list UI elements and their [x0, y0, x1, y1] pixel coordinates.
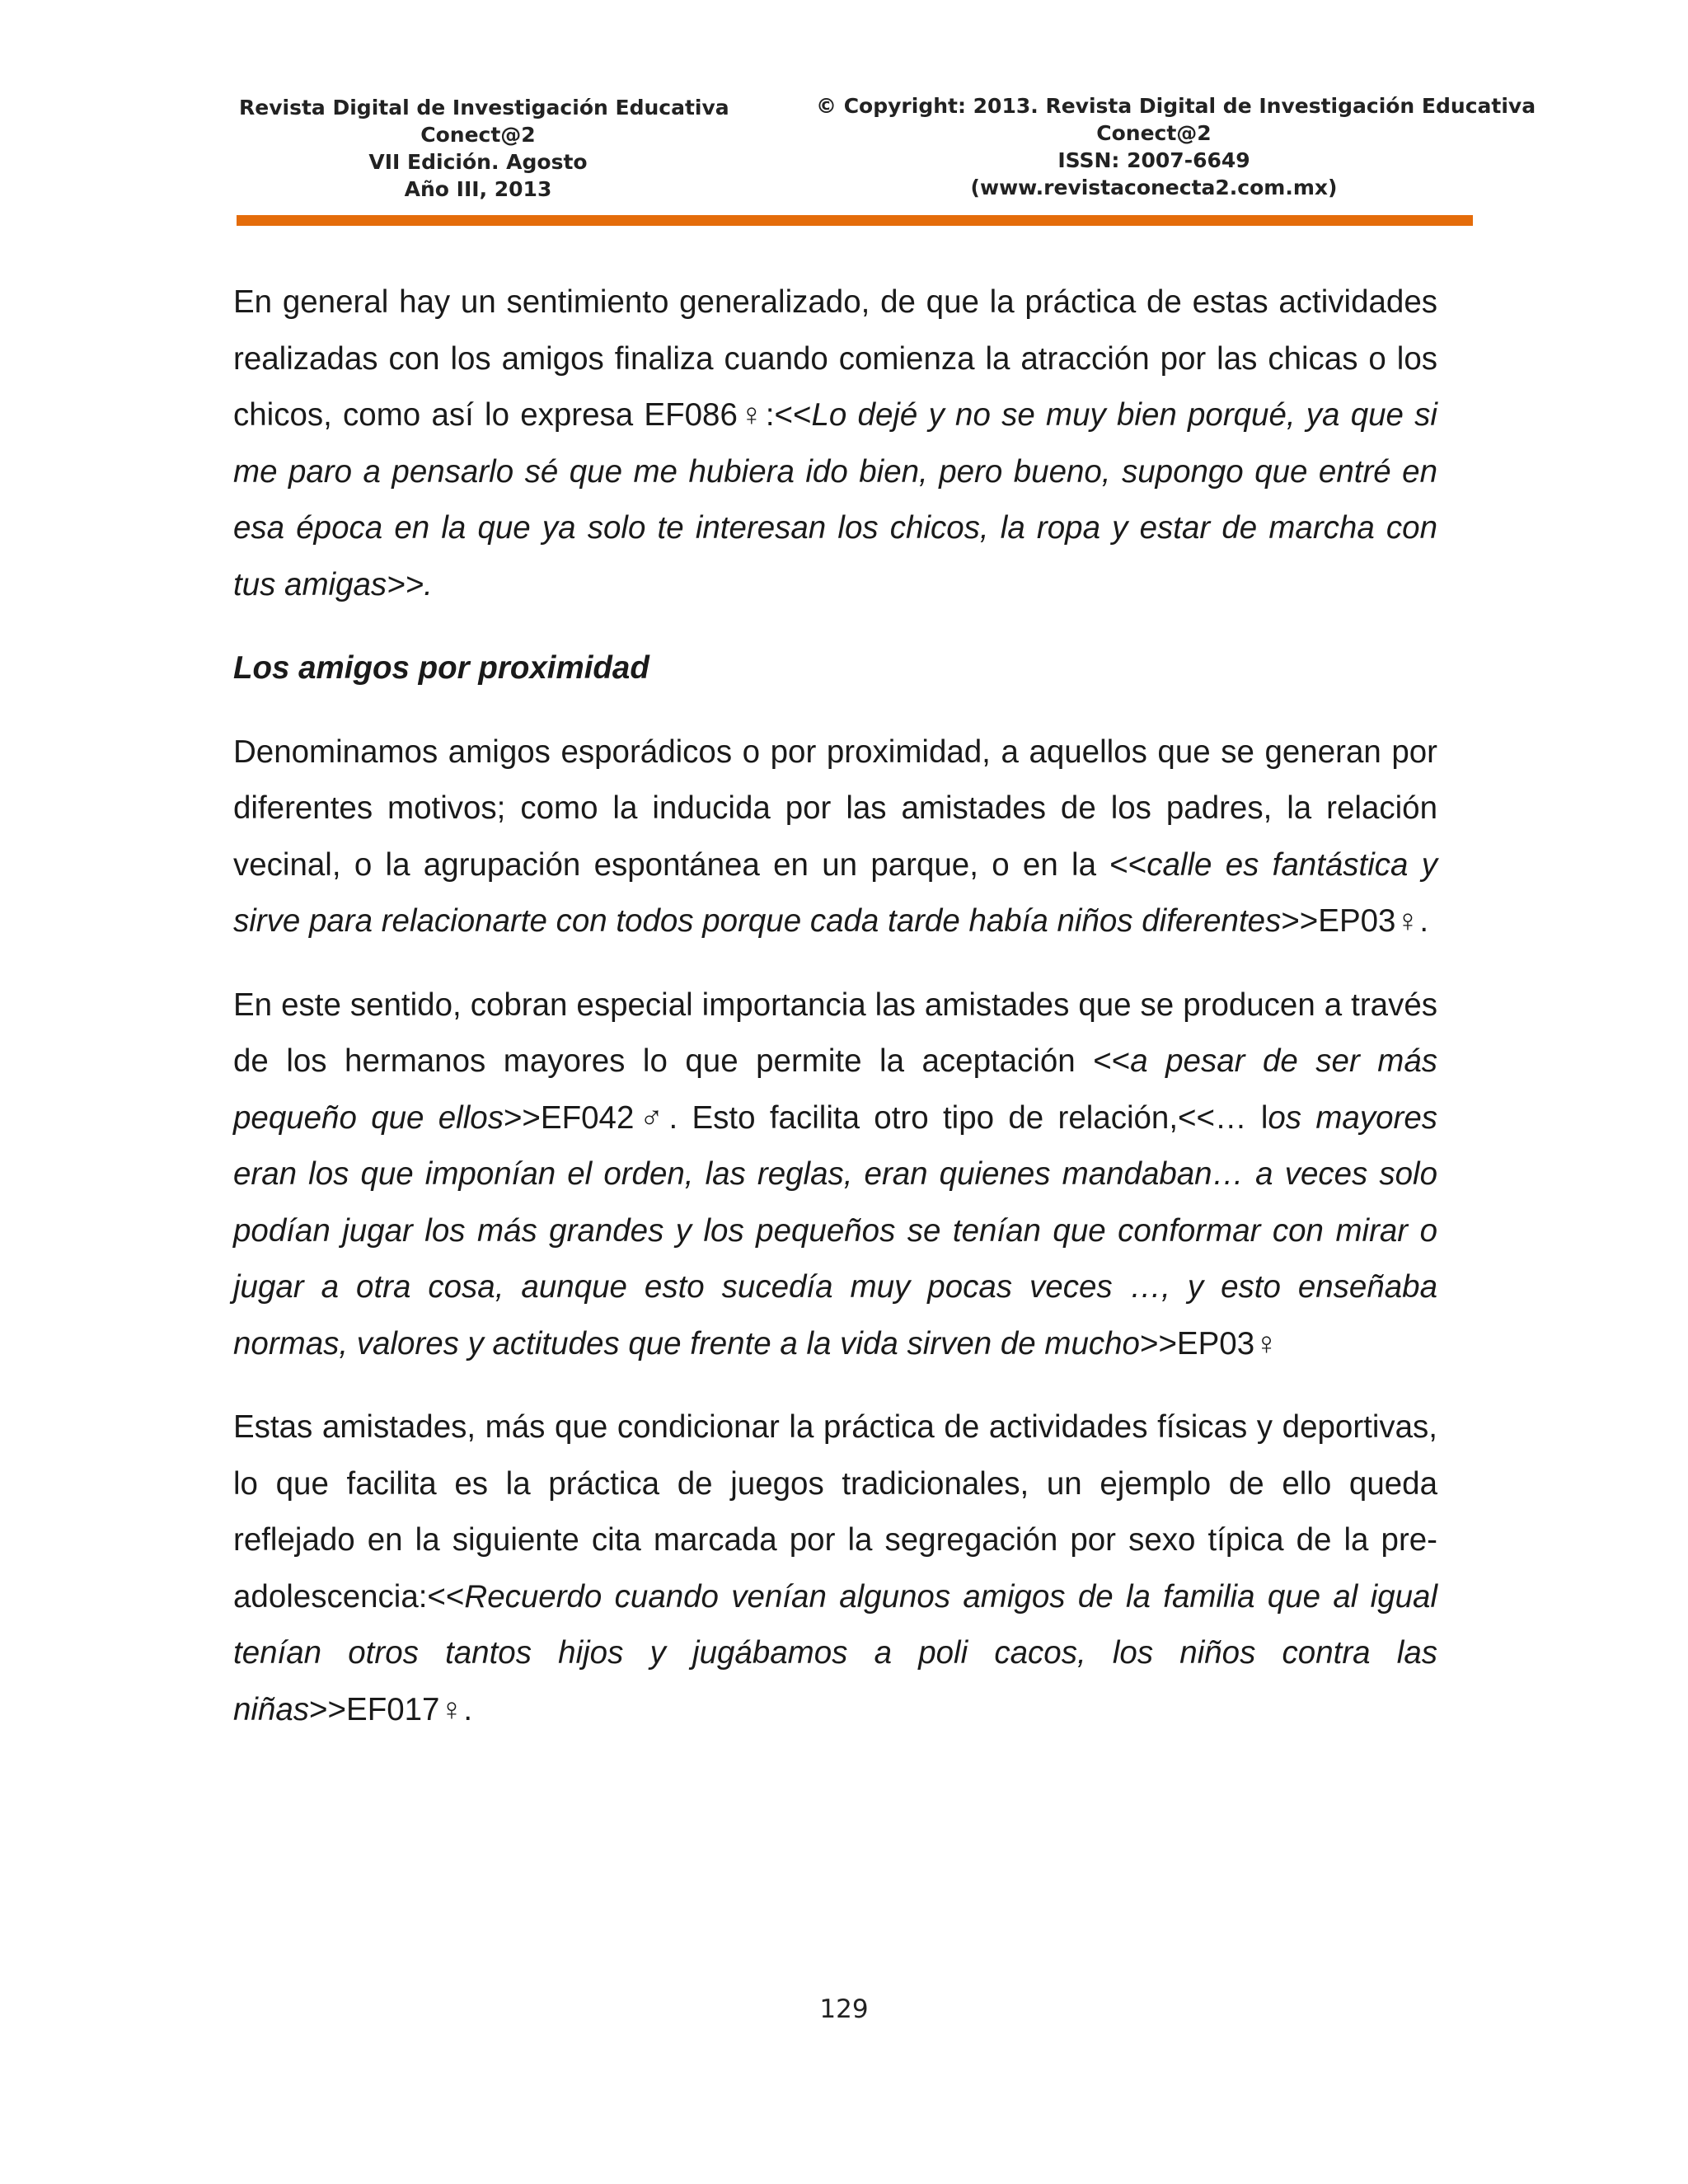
edition-label: VII Edición. Agosto — [368, 150, 588, 174]
website-url: (www.revistaconecta2.com.mx) — [970, 176, 1338, 199]
article-body — [233, 274, 1437, 1765]
copyright-line: © Copyright: 2013. Revista Digital de Investigación Educativa — [816, 94, 1536, 118]
paragraph-3-citation-2: >>EP03♀ — [1139, 1325, 1278, 1361]
paragraph-2-citation: >>EP03♀. — [1281, 903, 1429, 939]
paragraph-1-quote: Lo dejé y no se muy bien porqué, ya que si me paro a pensarlo sé que me hubiera ido bien, pero bueno, supongo que entré en esa época en la que ya solo te interesan los chicos, la ropa y estar de marcha con tus amigas>>. — [233, 397, 1437, 602]
paragraph-2-text: Denominamos amigos esporádicos o por proximidad, a aquellos que se generan por diferentes motivos; como la inducida por las amistades de los padres, la relación vecinal, o la agrupación espontánea en un parque, o en la << — [233, 733, 1437, 883]
paragraph-3-quote-1: a pesar de ser más pequeño que ellos — [233, 1043, 1438, 1136]
paragraph-4-citation: >>EF017♀. — [309, 1691, 473, 1727]
header-divider — [237, 215, 1473, 226]
paragraph-1 — [233, 274, 1437, 613]
paragraph-3 — [233, 977, 1437, 1373]
issn-label: ISSN: 2007-6649 — [1057, 148, 1250, 172]
section-heading: Los amigos por proximidad — [233, 650, 649, 686]
paragraph-2 — [233, 724, 1437, 950]
copyright-journal-name: Conect@2 — [1096, 121, 1212, 145]
paragraph-3-text: En este sentido, cobran especial importancia las amistades que se producen a través de los hermanos mayores lo que permite la aceptación << — [233, 987, 1437, 1079]
year-label: Año III, 2013 — [404, 177, 552, 201]
paragraph-3-citation-1: >>EF042♂. Esto facilita otro tipo de relación,<<… l — [503, 1099, 1268, 1136]
journal-info-header — [239, 94, 729, 203]
paragraph-4 — [233, 1399, 1437, 1738]
journal-name: Conect@2 — [420, 123, 536, 147]
journal-title: Revista Digital de Investigación Educativa — [239, 96, 729, 120]
paragraph-3-quote-2: os mayores eran los que imponían el orden, las reglas, eran quienes mandaban… a veces solo podían jugar los más grandes y los pequeños se tenían que conformar con mirar o jugar a otra cosa, aunque esto sucedía muy pocas veces …, y esto enseñaba normas, valores y actitudes que frente a la vida sirven de mucho — [233, 1099, 1437, 1361]
paragraph-4-quote: Recuerdo cuando venían algunos amigos de la familia que al igual tenían otros tantos hijos y jugábamos a poli cacos, los niños contra las niñas — [233, 1578, 1437, 1727]
page-number: 129 — [819, 1994, 869, 2024]
paragraph-2-quote: calle es fantástica y sirve para relacionarte con todos porque cada tarde había niños diferentes — [233, 846, 1438, 939]
paragraph-1-text: En general hay un sentimiento generalizado, de que la práctica de estas actividades realizadas con los amigos finaliza cuando comienza la atracción por las chicas o los chicos, como así lo expresa EF086♀:<< — [233, 284, 1437, 433]
paragraph-4-text: Estas amistades, más que condicionar la práctica de actividades físicas y deportivas, lo que facilita es la práctica de juegos tradicionales, un ejemplo de ello queda reflejado en la siguiente cita marcada por la segregación por sexo típica de la pre-adolescencia:<< — [233, 1409, 1437, 1615]
copyright-header — [816, 92, 1536, 201]
